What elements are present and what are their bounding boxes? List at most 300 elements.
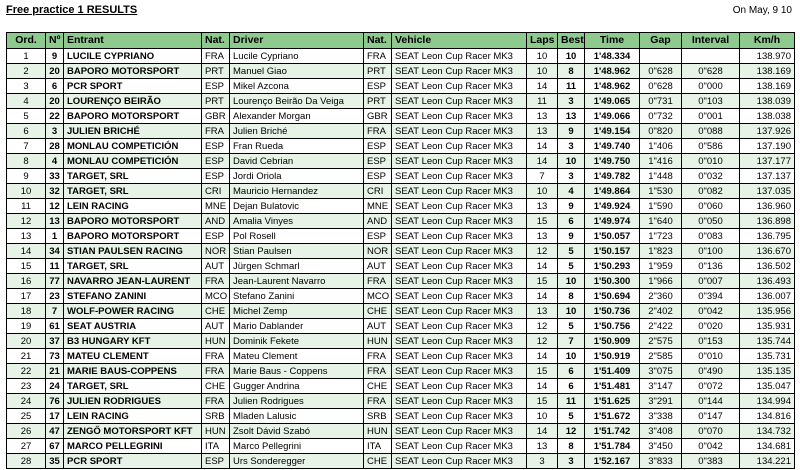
cell-laps: 15 (527, 364, 558, 379)
cell-kmh: 135.956 (740, 304, 795, 319)
cell-laps: 13 (527, 439, 558, 454)
cell-number: 3 (46, 124, 64, 139)
cell-entrant: MONLAU COMPETICIÓN (64, 154, 202, 169)
cell-entrant-nat: SRB (202, 409, 230, 424)
cell-entrant: TARGET, SRL (64, 169, 202, 184)
cell-time: 1'49.740 (585, 139, 640, 154)
cell-driver-nat: GBR (364, 109, 392, 124)
cell-kmh: 135.744 (740, 334, 795, 349)
col-vehicle-header: Vehicle (392, 33, 527, 49)
cell-driver: Zsolt Dávid Szabó (230, 424, 364, 439)
cell-driver-nat: MCO (364, 289, 392, 304)
cell-driver: Fran Rueda (230, 139, 364, 154)
cell-best: 3 (558, 94, 585, 109)
cell-entrant: WOLF-POWER RACING (64, 304, 202, 319)
cell-kmh: 136.670 (740, 244, 795, 259)
cell-ord: 26 (7, 424, 46, 439)
cell-entrant-nat: GBR (202, 109, 230, 124)
cell-entrant: STEFANO ZANINI (64, 289, 202, 304)
cell-laps: 11 (527, 94, 558, 109)
cell-kmh: 137.137 (740, 169, 795, 184)
cell-laps: 14 (527, 139, 558, 154)
cell-kmh: 138.970 (740, 49, 795, 64)
cell-best: 4 (558, 184, 585, 199)
cell-entrant-nat: AUT (202, 319, 230, 334)
cell-time: 1'49.750 (585, 154, 640, 169)
cell-driver: Lourenço Beirão Da Veiga (230, 94, 364, 109)
cell-entrant: B3 HUNGARY KFT (64, 334, 202, 349)
cell-laps: 10 (527, 184, 558, 199)
table-row (7, 304, 795, 319)
cell-driver-nat: ESP (364, 79, 392, 94)
cell-driver-nat: ITA (364, 439, 392, 454)
cell-vehicle: SEAT Leon Cup Racer MK3 (392, 199, 527, 214)
cell-driver: Marco Pellegrini (230, 439, 364, 454)
cell-entrant-nat: NOR (202, 244, 230, 259)
cell-driver: Urs Sonderegger (230, 454, 364, 469)
cell-time: 1'49.974 (585, 214, 640, 229)
cell-vehicle: SEAT Leon Cup Racer MK3 (392, 259, 527, 274)
cell-number: 9 (46, 49, 64, 64)
table-row (7, 124, 795, 139)
cell-entrant: STIAN PAULSEN RACING (64, 244, 202, 259)
cell-ord: 25 (7, 409, 46, 424)
cell-time: 1'51.672 (585, 409, 640, 424)
cell-laps: 13 (527, 199, 558, 214)
cell-time: 1'50.919 (585, 349, 640, 364)
cell-entrant-nat: ESP (202, 79, 230, 94)
cell-entrant: PCR SPORT (64, 454, 202, 469)
cell-driver-nat: FRA (364, 124, 392, 139)
cell-laps: 12 (527, 319, 558, 334)
cell-interval (682, 49, 740, 64)
cell-ord: 13 (7, 229, 46, 244)
cell-driver: Mauricio Hernandez (230, 184, 364, 199)
cell-number: 13 (46, 214, 64, 229)
cell-entrant-nat: ESP (202, 454, 230, 469)
results-table (6, 32, 795, 469)
cell-gap: 3"408 (640, 424, 682, 439)
cell-interval: 0"100 (682, 244, 740, 259)
cell-laps: 14 (527, 259, 558, 274)
table-row (7, 49, 795, 64)
cell-time: 1'48.334 (585, 49, 640, 64)
cell-interval: 0"153 (682, 334, 740, 349)
cell-driver: Michel Zemp (230, 304, 364, 319)
cell-laps: 7 (527, 169, 558, 184)
cell-best: 5 (558, 409, 585, 424)
cell-laps: 14 (527, 289, 558, 304)
cell-number: 6 (46, 79, 64, 94)
cell-kmh: 136.007 (740, 289, 795, 304)
cell-number: 28 (46, 139, 64, 154)
cell-vehicle: SEAT Leon Cup Racer MK3 (392, 229, 527, 244)
cell-entrant-nat: FRA (202, 349, 230, 364)
cell-time: 1'50.300 (585, 274, 640, 289)
table-row (7, 154, 795, 169)
cell-laps: 13 (527, 229, 558, 244)
cell-entrant-nat: FRA (202, 274, 230, 289)
table-row (7, 64, 795, 79)
cell-entrant: MONLAU COMPETICIÓN (64, 139, 202, 154)
cell-driver-nat: PRT (364, 64, 392, 79)
table-row (7, 139, 795, 154)
cell-interval: 0"144 (682, 394, 740, 409)
cell-kmh: 135.047 (740, 379, 795, 394)
cell-entrant-nat: HUN (202, 334, 230, 349)
cell-ord: 8 (7, 154, 46, 169)
col-driver-nat-header: Nat. (364, 33, 392, 49)
cell-gap: 2"402 (640, 304, 682, 319)
cell-gap: 2"422 (640, 319, 682, 334)
col-entrant-nat-header: Nat. (202, 33, 230, 49)
cell-entrant: TARGET, SRL (64, 184, 202, 199)
cell-vehicle: SEAT Leon Cup Racer MK3 (392, 304, 527, 319)
col-driver-header: Driver (230, 33, 364, 49)
cell-entrant-nat: FRA (202, 394, 230, 409)
cell-laps: 14 (527, 424, 558, 439)
cell-kmh: 137.190 (740, 139, 795, 154)
cell-vehicle: SEAT Leon Cup Racer MK3 (392, 394, 527, 409)
cell-entrant: SEAT AUSTRIA (64, 319, 202, 334)
cell-entrant: ZENGŐ MOTORSPORT KFT (64, 424, 202, 439)
cell-interval: 0"032 (682, 169, 740, 184)
cell-entrant: LEIN RACING (64, 409, 202, 424)
cell-gap: 3"338 (640, 409, 682, 424)
cell-interval: 0"060 (682, 199, 740, 214)
cell-entrant-nat: FRA (202, 124, 230, 139)
cell-kmh: 136.960 (740, 199, 795, 214)
cell-entrant-nat: ESP (202, 229, 230, 244)
cell-vehicle: SEAT Leon Cup Racer MK3 (392, 169, 527, 184)
cell-number: 67 (46, 439, 64, 454)
cell-interval: 0"136 (682, 259, 740, 274)
cell-ord: 16 (7, 274, 46, 289)
cell-driver-nat: SRB (364, 409, 392, 424)
cell-driver-nat: CHE (364, 379, 392, 394)
cell-gap: 1"640 (640, 214, 682, 229)
cell-driver-nat: ESP (364, 154, 392, 169)
cell-best: 10 (558, 154, 585, 169)
col-interval-header: Interval (682, 33, 740, 49)
table-row (7, 349, 795, 364)
col-entrant-header: Entrant (64, 33, 202, 49)
cell-entrant-nat: FRA (202, 49, 230, 64)
table-row (7, 379, 795, 394)
cell-best: 8 (558, 439, 585, 454)
cell-vehicle: SEAT Leon Cup Racer MK3 (392, 364, 527, 379)
cell-gap: 1"406 (640, 139, 682, 154)
cell-driver: Mladen Lalusic (230, 409, 364, 424)
cell-driver: Lucile Cypriano (230, 49, 364, 64)
cell-interval: 0"070 (682, 424, 740, 439)
cell-best: 3 (558, 454, 585, 469)
cell-time: 1'50.736 (585, 304, 640, 319)
col-best-header: Best (558, 33, 585, 49)
cell-number: 20 (46, 64, 64, 79)
cell-time: 1'49.066 (585, 109, 640, 124)
cell-driver-nat: ESP (364, 229, 392, 244)
cell-time: 1'51.625 (585, 394, 640, 409)
cell-laps: 12 (527, 244, 558, 259)
cell-ord: 27 (7, 439, 46, 454)
cell-entrant: MATEU CLEMENT (64, 349, 202, 364)
cell-driver: Julien Briché (230, 124, 364, 139)
cell-laps: 15 (527, 274, 558, 289)
cell-entrant: BAPORO MOTORSPORT (64, 229, 202, 244)
cell-vehicle: SEAT Leon Cup Racer MK3 (392, 94, 527, 109)
cell-entrant: LEIN RACING (64, 199, 202, 214)
cell-driver-nat: FRA (364, 364, 392, 379)
cell-entrant-nat: CHE (202, 304, 230, 319)
page-header (6, 4, 794, 22)
cell-kmh: 135.731 (740, 349, 795, 364)
cell-number: 21 (46, 364, 64, 379)
cell-best: 9 (558, 199, 585, 214)
cell-gap: 3"075 (640, 364, 682, 379)
cell-laps: 14 (527, 379, 558, 394)
cell-entrant-nat: CHE (202, 379, 230, 394)
cell-gap: 3"450 (640, 439, 682, 454)
cell-driver: Jürgen Schmarl (230, 259, 364, 274)
cell-time: 1'49.864 (585, 184, 640, 199)
cell-gap: 1"448 (640, 169, 682, 184)
cell-time: 1'50.694 (585, 289, 640, 304)
cell-entrant: BAPORO MOTORSPORT (64, 64, 202, 79)
cell-number: 22 (46, 109, 64, 124)
cell-entrant: BAPORO MOTORSPORT (64, 214, 202, 229)
cell-ord: 6 (7, 124, 46, 139)
cell-ord: 24 (7, 394, 46, 409)
cell-ord: 28 (7, 454, 46, 469)
cell-entrant: LUCILE CYPRIANO (64, 49, 202, 64)
cell-gap: 2"575 (640, 334, 682, 349)
cell-interval: 0"082 (682, 184, 740, 199)
cell-driver: Gugger Andrina (230, 379, 364, 394)
cell-driver-nat: PRT (364, 94, 392, 109)
cell-vehicle: SEAT Leon Cup Racer MK3 (392, 109, 527, 124)
cell-entrant-nat: HUN (202, 424, 230, 439)
cell-laps: 14 (527, 79, 558, 94)
cell-entrant-nat: ESP (202, 169, 230, 184)
cell-vehicle: SEAT Leon Cup Racer MK3 (392, 409, 527, 424)
table-row (7, 409, 795, 424)
cell-gap: 1"823 (640, 244, 682, 259)
cell-time: 1'50.293 (585, 259, 640, 274)
cell-best: 10 (558, 274, 585, 289)
cell-time: 1'51.409 (585, 364, 640, 379)
cell-vehicle: SEAT Leon Cup Racer MK3 (392, 124, 527, 139)
cell-kmh: 135.931 (740, 319, 795, 334)
cell-gap: 0"732 (640, 109, 682, 124)
cell-vehicle: SEAT Leon Cup Racer MK3 (392, 379, 527, 394)
table-row (7, 274, 795, 289)
cell-ord: 22 (7, 364, 46, 379)
table-row (7, 364, 795, 379)
cell-number: 61 (46, 319, 64, 334)
cell-ord: 7 (7, 139, 46, 154)
table-row (7, 454, 795, 469)
cell-kmh: 134.681 (740, 439, 795, 454)
cell-best: 12 (558, 424, 585, 439)
cell-driver-nat: CHE (364, 304, 392, 319)
cell-kmh: 134.221 (740, 454, 795, 469)
cell-interval: 0"007 (682, 274, 740, 289)
col-number-header: Nº (46, 33, 64, 49)
col-laps-header: Laps (527, 33, 558, 49)
cell-laps: 10 (527, 49, 558, 64)
cell-interval: 0"010 (682, 349, 740, 364)
cell-driver-nat: AND (364, 214, 392, 229)
table-row (7, 424, 795, 439)
cell-number: 47 (46, 424, 64, 439)
table-row (7, 394, 795, 409)
header-row (7, 33, 795, 49)
cell-interval: 0"628 (682, 64, 740, 79)
col-kmh-header: Km/h (740, 33, 795, 49)
cell-laps: 13 (527, 304, 558, 319)
cell-entrant-nat: AND (202, 214, 230, 229)
cell-kmh: 138.169 (740, 64, 795, 79)
cell-driver: Manuel Giao (230, 64, 364, 79)
cell-kmh: 137.177 (740, 154, 795, 169)
cell-gap: 1"723 (640, 229, 682, 244)
cell-ord: 9 (7, 169, 46, 184)
cell-number: 35 (46, 454, 64, 469)
cell-vehicle: SEAT Leon Cup Racer MK3 (392, 334, 527, 349)
cell-driver: Dominik Fekete (230, 334, 364, 349)
cell-best: 9 (558, 229, 585, 244)
cell-driver-nat: ESP (364, 139, 392, 154)
cell-number: 33 (46, 169, 64, 184)
cell-number: 4 (46, 154, 64, 169)
cell-interval: 0"020 (682, 319, 740, 334)
cell-vehicle: SEAT Leon Cup Racer MK3 (392, 154, 527, 169)
cell-best: 6 (558, 364, 585, 379)
cell-laps: 15 (527, 214, 558, 229)
cell-number: 77 (46, 274, 64, 289)
cell-kmh: 138.169 (740, 79, 795, 94)
cell-gap: 0"628 (640, 79, 682, 94)
cell-kmh: 134.816 (740, 409, 795, 424)
cell-best: 13 (558, 109, 585, 124)
table-row (7, 289, 795, 304)
cell-driver: Pol Rosell (230, 229, 364, 244)
cell-best: 5 (558, 259, 585, 274)
cell-ord: 10 (7, 184, 46, 199)
cell-vehicle: SEAT Leon Cup Racer MK3 (392, 424, 527, 439)
cell-time: 1'50.057 (585, 229, 640, 244)
cell-gap: 3"147 (640, 379, 682, 394)
cell-driver-nat: AUT (364, 259, 392, 274)
cell-best: 3 (558, 169, 585, 184)
cell-time: 1'49.924 (585, 199, 640, 214)
cell-best: 9 (558, 124, 585, 139)
cell-time: 1'52.167 (585, 454, 640, 469)
cell-driver: Mateu Clement (230, 349, 364, 364)
table-row (7, 439, 795, 454)
cell-driver-nat: HUN (364, 424, 392, 439)
cell-vehicle: SEAT Leon Cup Racer MK3 (392, 64, 527, 79)
cell-time: 1'49.154 (585, 124, 640, 139)
table-row (7, 229, 795, 244)
cell-laps: 10 (527, 409, 558, 424)
cell-driver: Jean-Laurent Navarro (230, 274, 364, 289)
cell-driver-nat: HUN (364, 334, 392, 349)
cell-time: 1'49.065 (585, 94, 640, 109)
cell-gap (640, 49, 682, 64)
cell-driver: Marie Baus - Coppens (230, 364, 364, 379)
cell-kmh: 134.994 (740, 394, 795, 409)
cell-ord: 15 (7, 259, 46, 274)
cell-best: 3 (558, 139, 585, 154)
cell-laps: 3 (527, 454, 558, 469)
cell-entrant: PCR SPORT (64, 79, 202, 94)
cell-gap: 1"959 (640, 259, 682, 274)
cell-interval: 0"394 (682, 289, 740, 304)
cell-ord: 21 (7, 349, 46, 364)
cell-interval: 0"103 (682, 94, 740, 109)
cell-best: 6 (558, 379, 585, 394)
table-row (7, 184, 795, 199)
cell-interval: 0"072 (682, 379, 740, 394)
cell-number: 20 (46, 94, 64, 109)
cell-driver-nat: ESP (364, 169, 392, 184)
cell-kmh: 138.038 (740, 109, 795, 124)
cell-interval: 0"001 (682, 109, 740, 124)
cell-driver-nat: FRA (364, 349, 392, 364)
cell-laps: 13 (527, 109, 558, 124)
cell-laps: 14 (527, 349, 558, 364)
cell-best: 5 (558, 244, 585, 259)
cell-laps: 15 (527, 394, 558, 409)
cell-entrant-nat: CRI (202, 184, 230, 199)
cell-number: 24 (46, 379, 64, 394)
cell-time: 1'50.909 (585, 334, 640, 349)
cell-number: 11 (46, 259, 64, 274)
cell-time: 1'50.756 (585, 319, 640, 334)
page-title: Free practice 1 RESULTS (6, 4, 138, 16)
cell-kmh: 136.898 (740, 214, 795, 229)
cell-gap: 1"416 (640, 154, 682, 169)
cell-ord: 12 (7, 214, 46, 229)
col-gap-header: Gap (640, 33, 682, 49)
cell-entrant-nat: PRT (202, 64, 230, 79)
cell-number: 1 (46, 229, 64, 244)
cell-best: 10 (558, 304, 585, 319)
cell-time: 1'48.962 (585, 79, 640, 94)
cell-gap: 3"833 (640, 454, 682, 469)
cell-entrant-nat: AUT (202, 259, 230, 274)
cell-interval: 0"000 (682, 79, 740, 94)
cell-vehicle: SEAT Leon Cup Racer MK3 (392, 289, 527, 304)
cell-driver: Jordi Oriola (230, 169, 364, 184)
table-row (7, 109, 795, 124)
cell-interval: 0"050 (682, 214, 740, 229)
cell-vehicle: SEAT Leon Cup Racer MK3 (392, 79, 527, 94)
cell-gap: 0"628 (640, 64, 682, 79)
table-row (7, 79, 795, 94)
cell-driver: Stian Paulsen (230, 244, 364, 259)
cell-ord: 2 (7, 64, 46, 79)
table-row (7, 199, 795, 214)
table-row (7, 259, 795, 274)
table-row (7, 244, 795, 259)
cell-driver: Amalia Vinyes (230, 214, 364, 229)
cell-vehicle: SEAT Leon Cup Racer MK3 (392, 319, 527, 334)
cell-driver-nat: CHE (364, 454, 392, 469)
cell-driver-nat: FRA (364, 274, 392, 289)
